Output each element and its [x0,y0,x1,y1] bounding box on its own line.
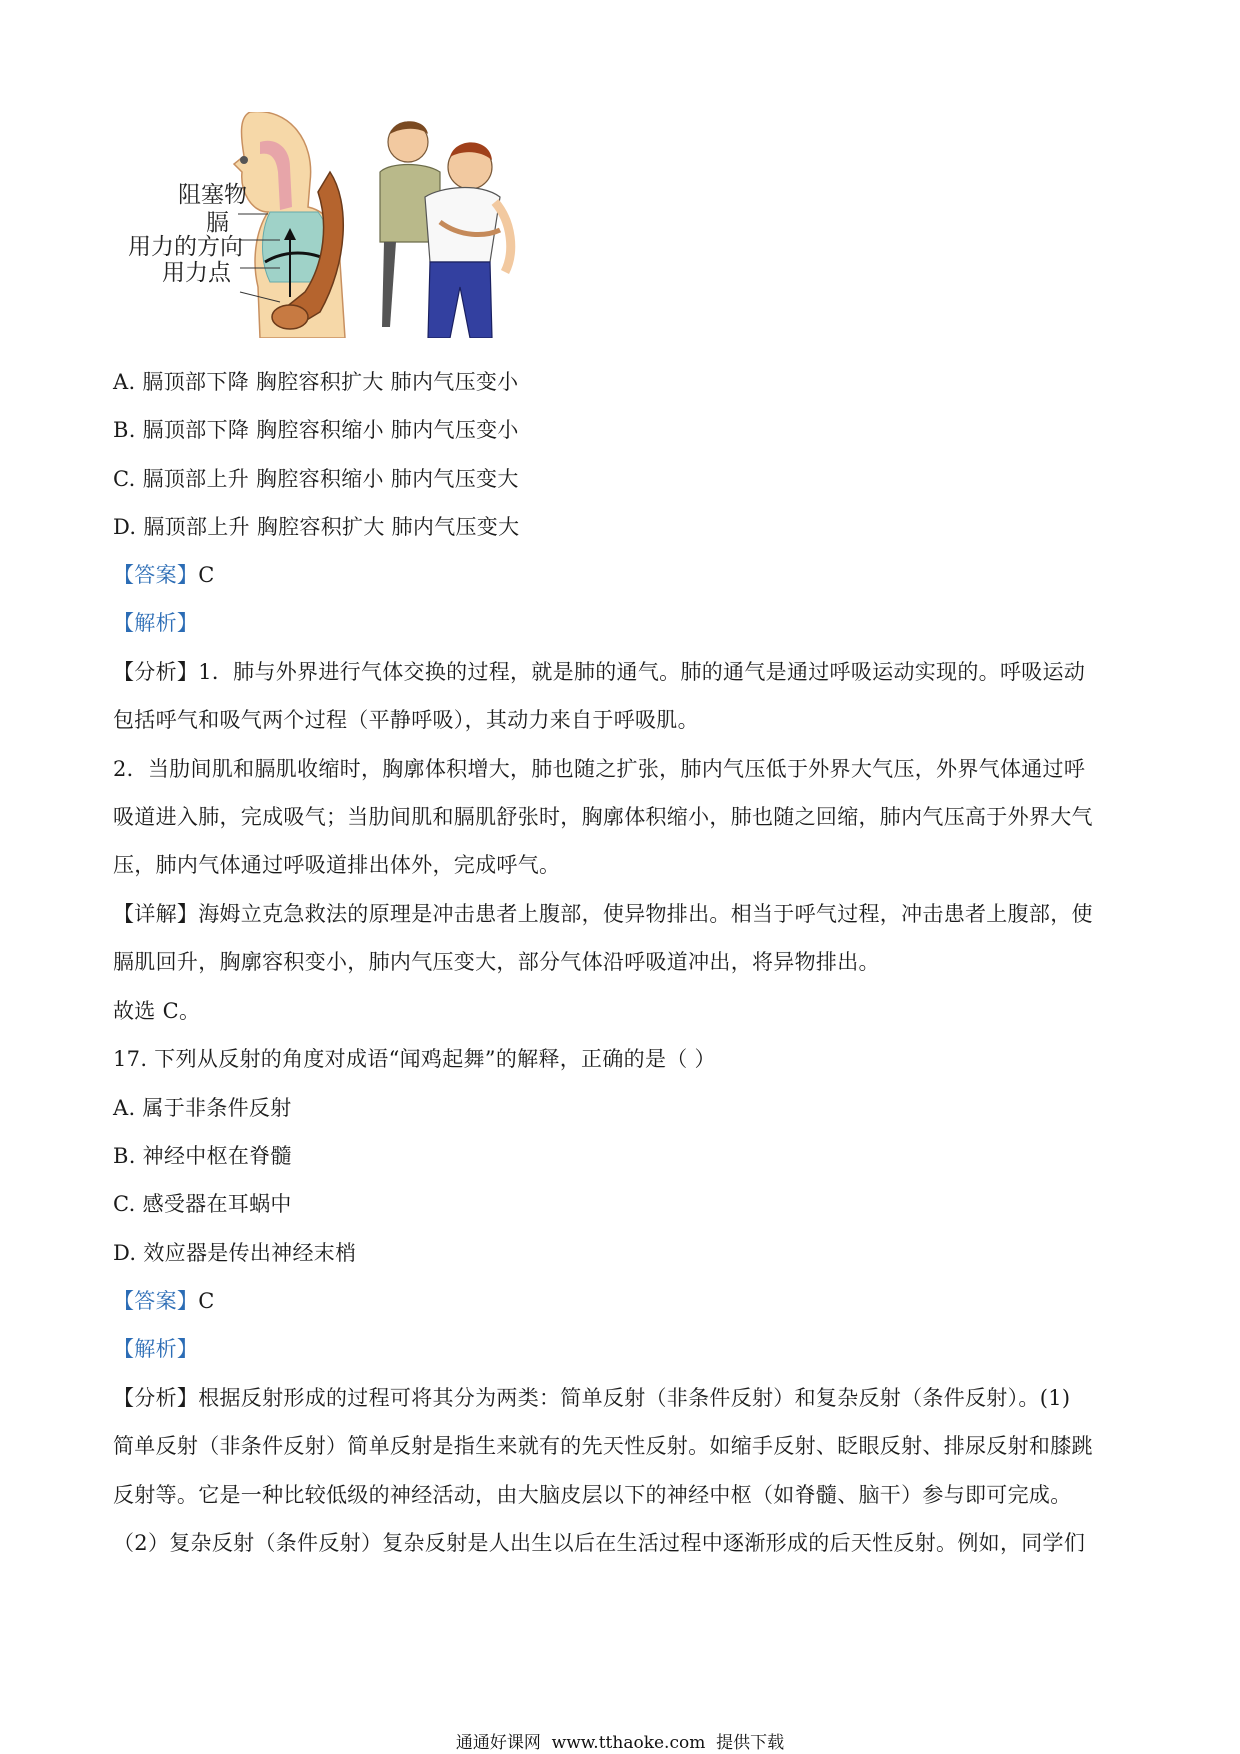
q17-stem: 17. 下列从反射的角度对成语“闻鸡起舞”的解释，正确的是（ ） [113,1047,716,1071]
q16-analysis-line-2: 包括呼气和吸气两个过程（平静呼吸），其动力来自于呼吸肌。 [113,708,699,732]
q17-option-b: B. 神经中枢在脊髓 [113,1144,292,1168]
q17-answer-value: C [198,1289,215,1313]
q17-analysis-line-1: 【分析】根据反射形成的过程可将其分为两类：简单反射（非条件反射）和复杂反射（条件反射）。(1) [113,1386,1071,1410]
q16-answer [113,561,215,589]
q16-option-b: B. 膈顶部下降 胸腔容积缩小 肺内气压变小 [113,418,519,442]
q16-answer-value: C [198,563,215,587]
q17-analysis-line-2: 简单反射（非条件反射）简单反射是指生来就有的先天性反射。如缩手反射、眨眼反射、排尿反射和膝跳 [113,1434,1093,1458]
q16-option-a: A. 膈顶部下降 胸腔容积扩大 肺内气压变小 [113,370,519,394]
heimlich-illustration [140,112,540,338]
q17-explain-tag: 【解析】 [113,1337,199,1361]
q16-answer-tag: 【答案】 [113,563,199,587]
q16-analysis-line-3: 2．当肋间肌和膈肌收缩时，胸廓体积增大，肺也随之扩张，肺内气压低于外界大气压，外界气体通过呼 [113,757,1086,781]
q17-answer [113,1287,215,1315]
q16-detail-line-2: 膈肌回升，胸廓容积变小，肺内气压变大，部分气体沿呼吸道冲出，将异物排出。 [113,950,880,974]
figure-label-force-point: 用力点 [162,260,231,286]
q17-option-a: A. 属于非条件反射 [113,1096,292,1120]
q16-detail-line-1: 【详解】海姆立克急救法的原理是冲击患者上腹部，使异物排出。相当于呼气过程，冲击患者上腹部，使 [113,902,1093,926]
figure-label-obstruction: 阻塞物 [178,182,247,208]
q17-option-d: D. 效应器是传出神经末梢 [113,1241,357,1265]
q17-analysis-line-3: 反射等。它是一种比较低级的神经活动，由大脑皮层以下的神经中枢（如脊髓、脑干）参与即可完成。 [113,1483,1072,1507]
heimlich-figure [128,112,540,338]
q16-explain-tag: 【解析】 [113,611,199,635]
q16-analysis-line-4: 吸道进入肺，完成吸气；当肋间肌和膈肌舒张时，胸廓体积缩小，肺也随之回缩，肺内气压高于外界大气 [113,805,1093,829]
q16-option-c: C. 膈顶部上升 胸腔容积缩小 肺内气压变大 [113,467,519,491]
page-footer: 通通好课网 www.tthaoke.com 提供下载 [455,1733,785,1753]
q17-answer-tag: 【答案】 [113,1289,199,1313]
figure-label-force-direction: 用力的方向 [128,234,243,260]
q16-option-d: D. 膈顶部上升 胸腔容积扩大 肺内气压变大 [113,515,520,539]
q16-analysis-line-5: 压，肺内气体通过呼吸道排出体外，完成呼气。 [113,853,561,877]
figure-label-diaphragm: 膈 [206,210,229,236]
q17-analysis-line-4: （2）复杂反射（条件反射）复杂反射是人出生以后在生活过程中逐渐形成的后天性反射。例如，同学们 [113,1531,1086,1555]
q16-analysis-line-1: 【分析】1．肺与外界进行气体交换的过程，就是肺的通气。肺的通气是通过呼吸运动实现的。呼吸运动 [113,660,1086,684]
q16-conclusion: 故选 C。 [113,999,201,1023]
q17-option-c: C. 感受器在耳蜗中 [113,1192,292,1216]
